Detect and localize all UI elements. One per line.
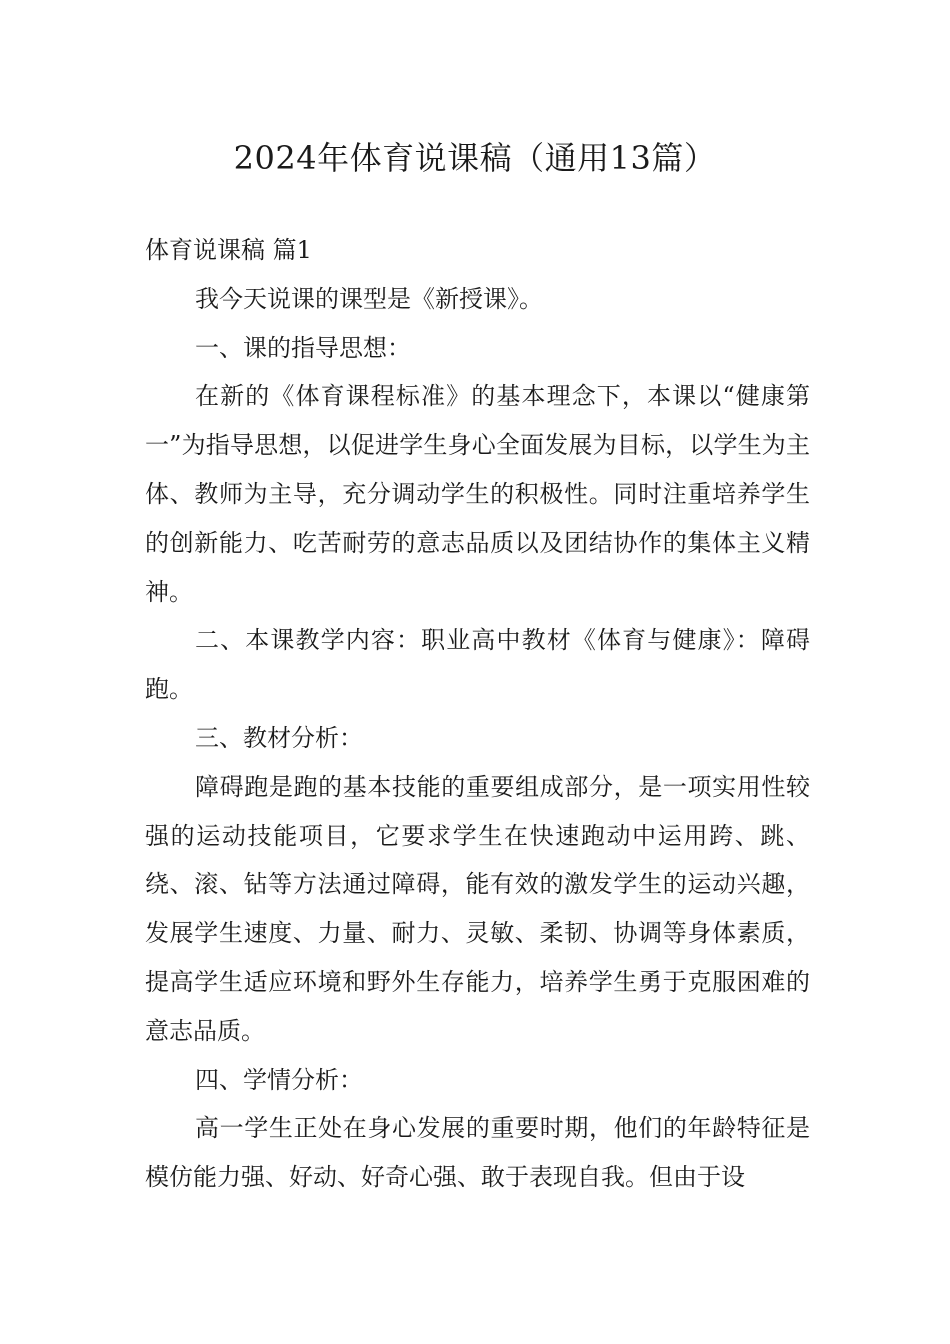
paragraph-guiding-ideology: 在新的《体育课程标准》的基本理念下，本课以“健康第一”为指导思想，以促进学生身心全面发展为目标，以学生为主体、教师为主导，充分调动学生的积极性。同时注重培养学生的创新能力、吃苦耐劳的意志品质以及团结协作的集体主义精神。	[145, 382, 810, 606]
heading-material-analysis: 三、教材分析：	[195, 723, 363, 752]
heading-student-analysis: 四、学情分析：	[195, 1065, 363, 1094]
paragraph-teaching-content: 二、本课教学内容：职业高中教材《体育与健康》：障碍跑。	[145, 626, 810, 704]
document-body	[145, 226, 810, 1202]
paragraph-lesson-type: 我今天说课的课型是《新授课》。	[195, 284, 543, 313]
paragraph-student-analysis: 高一学生正处在身心发展的重要时期，他们的年龄特征是模仿能力强、好动、好奇心强、敢于表现自我。但由于设	[145, 1114, 810, 1192]
section-heading: 体育说课稿 篇1	[145, 236, 312, 264]
paragraph-material-analysis: 障碍跑是跑的基本技能的重要组成部分，是一项实用性较强的运动技能项目，它要求学生在快速跑动中运用跨、跳、绕、滚、钻等方法通过障碍，能有效的激发学生的运动兴趣，发展学生速度、力量、耐力、灵敏、柔韧、协调等身体素质，提高学生适应环境和野外生存能力，培养学生勇于克服困难的意志品质。	[145, 772, 810, 1045]
document-title: 2024年体育说课稿（通用13篇）	[233, 139, 717, 177]
heading-guiding-ideology: 一、课的指导思想：	[195, 333, 411, 362]
